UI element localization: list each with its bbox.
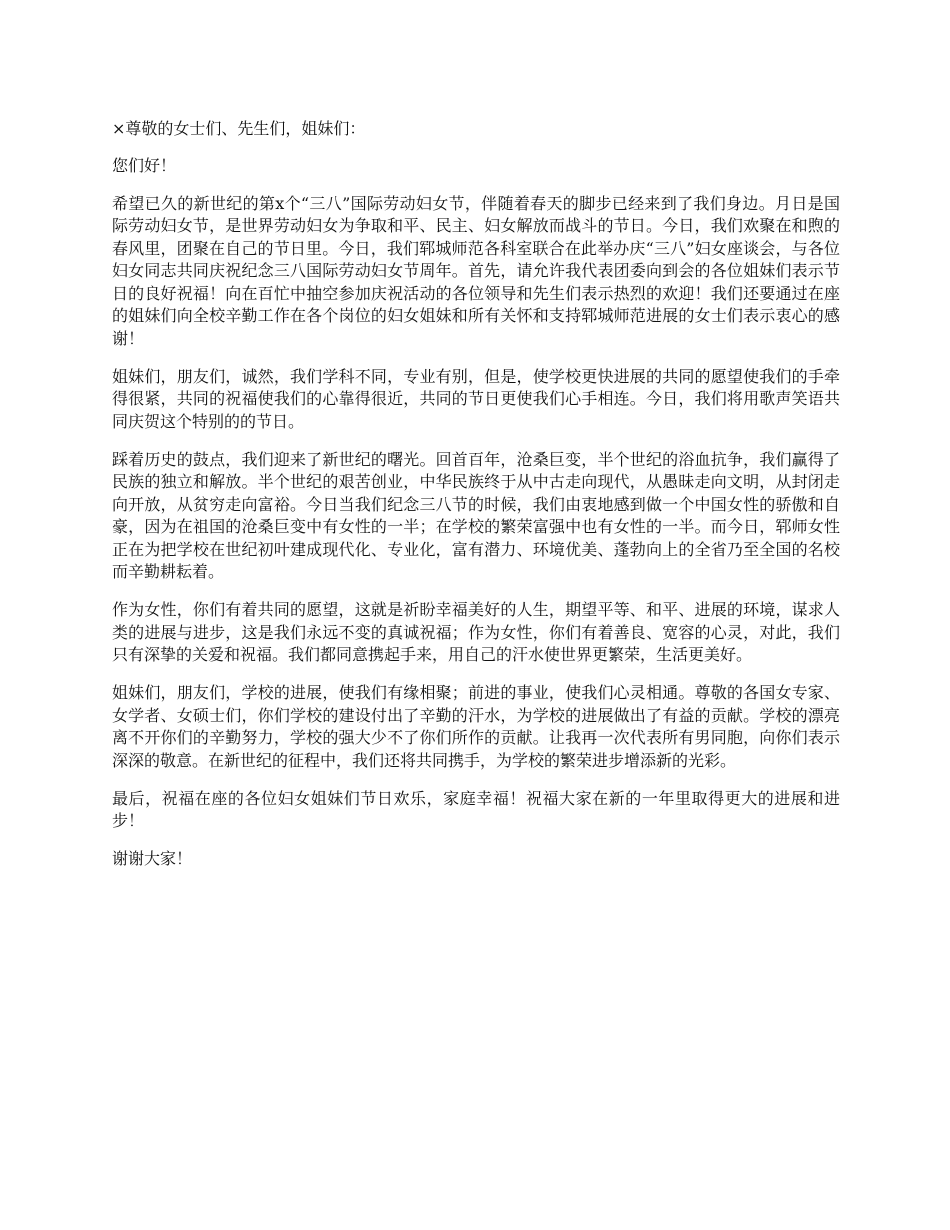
paragraph-1: 希望已久的新世纪的第x个“三八”国际劳动妇女节，伴随着春天的脚步已经来到了我们身边。月日是国际劳动妇女节，是世界劳动妇女为争取和平、民主、妇女解放而战斗的节日。今日，我们欢聚在和煦的春风里，团聚在自己的节日里。今日，我们郓城师范各科室联合在此举办庆“三八”妇女座谈会，与各位妇女同志共同庆祝纪念三八国际劳动妇女节周年。首先，请允许我代表团委向到会的各位姐妹们表示节日的良好祝福！向在百忙中抽空参加庆祝活动的各位领导和先生们表示热烈的欢迎！我们还要通过在座的姐妹们向全校辛勤工作在各个岗位的妇女姐妹和所有关怀和支持郓城师范进展的女士们表示衷心的感谢！ — [112, 193, 840, 348]
salutation: ×尊敬的女士们、先生们，姐妹们： — [112, 119, 366, 138]
document-page — [112, 118, 840, 886]
greeting: 您们好！ — [112, 155, 177, 175]
paragraph-2: 姐妹们，朋友们，诚然，我们学科不同，专业有别，但是，使学校更快进展的共同的愿望使我们的手牵得很紧，共同的祝福使我们的心靠得很近，共同的节日更使我们心手相连。今日，我们将用歌声笑语共同庆贺这个特别的的节日。 — [112, 366, 840, 431]
paragraph-6: 最后，祝福在座的各位妇女姐妹们节日欢乐，家庭幸福！祝福大家在新的一年里取得更大的进展和进步！ — [112, 788, 840, 830]
paragraph-5: 姐妹们，朋友们，学校的进展，使我们有缘相聚；前进的事业，使我们心灵相通。尊敬的各国女专家、女学者、女硕士们，你们学校的建设付出了辛勤的汗水，为学校的进展做出了有益的贡献。学校的漂亮离不开你们的辛勤努力，学校的强大少不了你们所作的贡献。让我再一次代表所有男同胞，向你们表示深深的敬意。在新世纪的征程中，我们还将共同携手，为学校的繁荣进步增添新的光彩。 — [112, 683, 840, 770]
closing: 谢谢大家！ — [112, 849, 193, 868]
paragraph-4: 作为女性，你们有着共同的愿望，这就是祈盼幸福美好的人生，期望平等、和平、进展的环境，谋求人类的进展与进步，这是我们永远不变的真诚祝福；作为女性，你们有着善良、宽容的心灵，对此，我们只有深挚的关爱和祝福。我们都同意携起手来，用自己的汗水使世界更繁荣，生活更美好。 — [112, 600, 840, 664]
paragraph-3: 踩着历史的鼓点，我们迎来了新世纪的曙光。回首百年，沧桑巨变，半个世纪的浴血抗争，我们赢得了民族的独立和解放。半个世纪的艰苦创业，中华民族终于从中古走向现代，从愚昧走向文明，从封闭走向开放，从贫穷走向富裕。今日当我们纪念三八节的时候，我们由衷地感到做一个中国女性的骄傲和自豪，因为在祖国的沧桑巨变中有女性的一半；在学校的繁荣富强中也有女性的一半。而今日，郓师女性正在为把学校在世纪初叶建成现代化、专业化，富有潜力、环境优美、蓬勃向上的全省乃至全国的名校而辛勤耕耘着。 — [112, 449, 840, 581]
